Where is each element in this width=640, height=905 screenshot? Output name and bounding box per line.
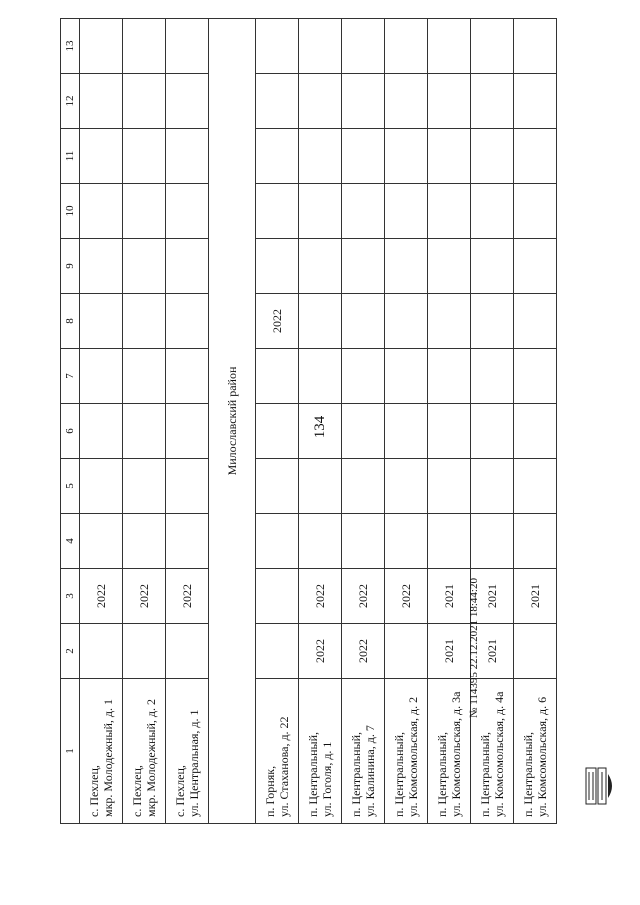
address-cell: [80, 679, 123, 824]
year-cell-col-13: [514, 19, 557, 74]
year-cell-col-7: [428, 349, 471, 404]
address-cell: [514, 679, 557, 824]
year-cell-col-5: [256, 459, 299, 514]
year-cell-col-9: [471, 239, 514, 294]
year-cell-col-10: [256, 184, 299, 239]
year-cell-col-7: [342, 349, 385, 404]
table-row: [80, 19, 123, 824]
table-row: [342, 19, 385, 824]
year-cell-col-13: [166, 19, 209, 74]
year-cell-col-3: 2021: [471, 569, 514, 624]
column-header-10: 10: [61, 184, 80, 239]
year-cell-col-7: [166, 349, 209, 404]
address-cell: [123, 679, 166, 824]
year-cell-col-4: [514, 514, 557, 569]
address-line: ул. Центральная, д. 1: [187, 709, 201, 817]
year-cell-col-7: [256, 349, 299, 404]
year-cell-col-11: [166, 129, 209, 184]
year-cell-col-8: [428, 294, 471, 349]
address-line: п. Горняк,: [263, 765, 277, 817]
year-cell-col-11: [80, 129, 123, 184]
year-cell-col-2: [256, 624, 299, 679]
year-cell-col-7: [123, 349, 166, 404]
year-cell-col-9: [256, 239, 299, 294]
year-cell-col-3: 2021: [428, 569, 471, 624]
column-header-1: 1: [61, 679, 80, 824]
year-cell-col-2: 2021: [428, 624, 471, 679]
address-line: ул. Комсомольская, д. 2: [406, 696, 420, 817]
year-cell-col-2: 2022: [342, 624, 385, 679]
year-cell-col-3: 2022: [80, 569, 123, 624]
year-cell-col-11: [385, 129, 428, 184]
column-header-9: 9: [61, 239, 80, 294]
year-cell-col-5: [385, 459, 428, 514]
year-cell-col-3: [256, 569, 299, 624]
year-cell-col-6: [385, 404, 428, 459]
year-cell-col-10: [123, 184, 166, 239]
year-cell-col-9: [80, 239, 123, 294]
column-header-8: 8: [61, 294, 80, 349]
year-cell-col-5: [166, 459, 209, 514]
year-cell-col-3: 2021: [514, 569, 557, 624]
column-header-2: 2: [61, 624, 80, 679]
year-cell-col-5: [299, 459, 342, 514]
address-line: п. Центральный,: [521, 731, 535, 817]
year-cell-col-13: [256, 19, 299, 74]
year-cell-col-8: 2022: [256, 294, 299, 349]
address-line: с. Пехлец,: [173, 765, 187, 817]
year-cell-col-4: [299, 514, 342, 569]
year-cell-col-5: [342, 459, 385, 514]
table-row: [299, 19, 342, 824]
year-cell-col-9: [342, 239, 385, 294]
year-cell-col-4: [256, 514, 299, 569]
year-cell-col-8: [123, 294, 166, 349]
year-cell-col-2: [385, 624, 428, 679]
column-header-6: 6: [61, 404, 80, 459]
table-row: [385, 19, 428, 824]
year-cell-col-3: 2022: [385, 569, 428, 624]
address-line: п. Центральный,: [392, 731, 406, 817]
year-cell-col-10: [385, 184, 428, 239]
year-cell-col-4: [385, 514, 428, 569]
year-cell-col-5: [123, 459, 166, 514]
year-cell-col-12: [385, 74, 428, 129]
page-number: 134: [312, 415, 328, 439]
year-cell-col-9: [166, 239, 209, 294]
year-cell-col-12: [428, 74, 471, 129]
year-cell-col-7: [80, 349, 123, 404]
address-line: ул. Комсомольская, д. 6: [535, 696, 549, 817]
year-cell-col-2: [123, 624, 166, 679]
year-cell-col-11: [428, 129, 471, 184]
year-cell-col-4: [342, 514, 385, 569]
year-cell-col-6: [256, 404, 299, 459]
year-cell-col-9: [385, 239, 428, 294]
address-cell: [385, 679, 428, 824]
table-row: [123, 19, 166, 824]
section-title: Милославский район: [209, 19, 256, 824]
address-cell: [299, 679, 342, 824]
year-cell-col-6: [166, 404, 209, 459]
year-cell-col-12: [123, 74, 166, 129]
year-cell-col-8: [299, 294, 342, 349]
year-cell-col-4: [166, 514, 209, 569]
address-cell: [256, 679, 299, 824]
year-cell-col-6: [80, 404, 123, 459]
address-line: п. Центральный,: [349, 731, 363, 817]
year-cell-col-8: [514, 294, 557, 349]
address-line: п. Центральный,: [435, 731, 449, 817]
year-cell-col-12: [256, 74, 299, 129]
rotated-table-container: [60, 32, 636, 824]
table-row: [166, 19, 209, 824]
year-cell-col-12: [471, 74, 514, 129]
address-cell: [166, 679, 209, 824]
header-row: [61, 19, 80, 824]
year-cell-col-2: [514, 624, 557, 679]
year-cell-col-13: [471, 19, 514, 74]
section-row: [209, 19, 256, 824]
year-cell-col-11: [471, 129, 514, 184]
year-cell-col-3: 2022: [299, 569, 342, 624]
year-cell-col-2: [166, 624, 209, 679]
year-cell-col-12: [80, 74, 123, 129]
year-cell-col-10: [514, 184, 557, 239]
address-line: с. Пехлец,: [130, 765, 144, 817]
year-cell-col-6: [123, 404, 166, 459]
year-cell-col-5: [80, 459, 123, 514]
address-line: мкр. Молодежный, д. 2: [144, 698, 158, 817]
year-cell-col-2: 2022: [299, 624, 342, 679]
year-cell-col-8: [342, 294, 385, 349]
column-header-4: 4: [61, 514, 80, 569]
year-cell-col-3: 2022: [166, 569, 209, 624]
year-cell-col-12: [342, 74, 385, 129]
year-cell-col-8: [80, 294, 123, 349]
address-line: ул. Стаханова, д. 22: [277, 716, 291, 817]
year-cell-col-7: [514, 349, 557, 404]
address-line: мкр. Молодежный, д. 1: [101, 698, 115, 817]
address-line: ул. Комсомольская, д. 3а: [449, 691, 463, 817]
year-cell-col-7: [299, 349, 342, 404]
table-row: [256, 19, 299, 824]
document-registration-code: № 114395 22.12.2021 18:44:20: [468, 578, 480, 718]
year-cell-col-4: [123, 514, 166, 569]
column-header-12: 12: [61, 74, 80, 129]
address-line: п. Центральный,: [306, 731, 320, 817]
year-cell-col-10: [80, 184, 123, 239]
year-cell-col-2: [80, 624, 123, 679]
year-cell-col-10: [342, 184, 385, 239]
year-cell-col-6: [514, 404, 557, 459]
electronic-signature-stamp-icon: [584, 764, 618, 808]
year-cell-col-6: [299, 404, 342, 459]
table-body: [80, 19, 557, 824]
address-line: п. Центральный,: [478, 731, 492, 817]
year-cell-col-11: [342, 129, 385, 184]
year-cell-col-8: [385, 294, 428, 349]
year-cell-col-12: [299, 74, 342, 129]
year-cell-col-13: [385, 19, 428, 74]
column-header-5: 5: [61, 459, 80, 514]
year-cell-col-13: [80, 19, 123, 74]
address-line: ул. Калинина, д. 7: [363, 725, 377, 817]
year-cell-col-11: [514, 129, 557, 184]
year-cell-col-3: 2022: [342, 569, 385, 624]
year-cell-col-3: 2022: [123, 569, 166, 624]
year-cell-col-11: [299, 129, 342, 184]
year-cell-col-8: [471, 294, 514, 349]
year-cell-col-11: [256, 129, 299, 184]
column-header-3: 3: [61, 569, 80, 624]
year-cell-col-7: [471, 349, 514, 404]
year-cell-col-12: [514, 74, 557, 129]
year-cell-col-2: 2021: [471, 624, 514, 679]
year-cell-col-10: [166, 184, 209, 239]
address-line: ул. Гоголя, д. 1: [320, 741, 334, 817]
year-cell-col-4: [80, 514, 123, 569]
table-row: [514, 19, 557, 824]
column-header-11: 11: [61, 129, 80, 184]
column-header-7: 7: [61, 349, 80, 404]
year-cell-col-5: [514, 459, 557, 514]
year-cell-col-8: [166, 294, 209, 349]
column-header-13: 13: [61, 19, 80, 74]
address-cell: [342, 679, 385, 824]
year-cell-col-7: [385, 349, 428, 404]
year-cell-col-9: [299, 239, 342, 294]
year-cell-col-10: [428, 184, 471, 239]
address-line: ул. Комсомольская, д. 4а: [492, 691, 506, 817]
year-cell-col-9: [123, 239, 166, 294]
year-cell-col-13: [299, 19, 342, 74]
year-cell-col-9: [514, 239, 557, 294]
address-line: с. Пехлец,: [87, 765, 101, 817]
year-cell-col-13: [123, 19, 166, 74]
year-cell-col-11: [123, 129, 166, 184]
year-cell-col-12: [166, 74, 209, 129]
year-cell-col-6: [342, 404, 385, 459]
year-cell-col-13: [342, 19, 385, 74]
year-cell-col-10: [299, 184, 342, 239]
year-cell-col-10: [471, 184, 514, 239]
year-cell-col-13: [428, 19, 471, 74]
year-cell-col-9: [428, 239, 471, 294]
